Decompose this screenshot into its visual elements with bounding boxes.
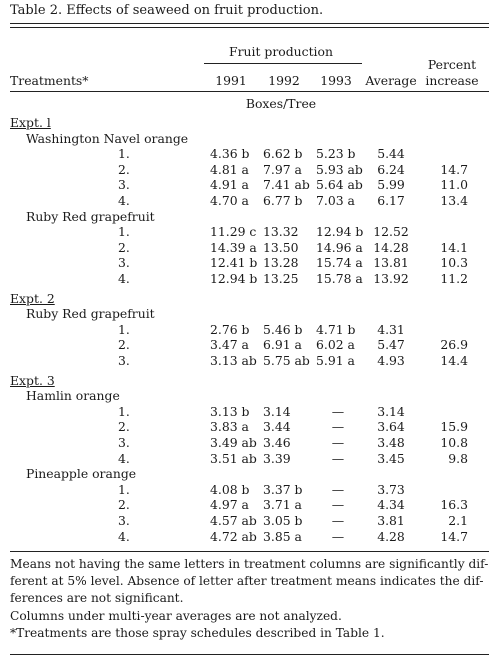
cell-1992: 6.77 b	[263, 193, 303, 208]
experiment-label: Expt. 3	[10, 372, 55, 388]
cell-percent-increase: 14.7	[440, 528, 468, 544]
experiment-label: Expt. 2	[10, 290, 55, 306]
cell-1993: 4.71 b	[316, 321, 356, 337]
cell-1992: 7.97 a	[263, 161, 302, 177]
cell-1991: 11.29 c	[210, 224, 257, 240]
treatment-number: 2.	[118, 161, 130, 177]
cell-1991: 4.72 ab	[210, 528, 257, 544]
cell-1992: 13.32	[263, 224, 299, 240]
cell-1993: 7.03 a	[316, 193, 355, 208]
treatment-number: 3.	[118, 435, 130, 450]
cell-1993: 14.96 a	[316, 239, 363, 255]
treatment-number: 4.	[118, 271, 130, 286]
cell-1993: 6.02 a	[316, 337, 355, 353]
cell-1992: 5.75 ab	[263, 353, 310, 368]
cell-1993: 12.94 b	[316, 224, 364, 240]
cell-1993: 5.64 ab	[316, 177, 363, 193]
cell-1993: —	[331, 513, 345, 528]
cell-1992: 6.91 a	[263, 337, 302, 353]
cell-1992: 3.39	[263, 450, 291, 466]
table-caption: Table 2. Effects of seaweed on fruit production.	[10, 3, 324, 18]
treatment-number: 3.	[118, 177, 130, 193]
cell-1993: —	[331, 419, 345, 435]
footnote-line: Columns under multi-year averages are not analyzed.	[10, 608, 342, 623]
cell-average: 3.45	[377, 450, 405, 466]
fruit-production-header: Fruit production	[229, 44, 333, 59]
cell-average: 12.52	[373, 224, 409, 240]
cell-1992: 6.62 b	[263, 146, 303, 162]
cell-percent-increase: 11.0	[440, 177, 468, 193]
cell-percent-increase: 14.4	[440, 353, 468, 368]
cell-1991: 3.47 a	[210, 337, 249, 353]
treatment-number: 1.	[118, 224, 130, 240]
cultivar-name: Pineapple orange	[26, 466, 137, 482]
end-rule	[10, 654, 489, 655]
cell-1991: 3.83 a	[210, 419, 249, 435]
bottom-rule	[10, 551, 489, 552]
treatment-number: 1.	[118, 403, 130, 419]
cell-1992: 3.85 a	[263, 528, 302, 544]
cell-1993: —	[331, 403, 345, 419]
cell-1993: 5.93 ab	[316, 161, 363, 177]
cell-1991: 4.91 a	[210, 177, 249, 193]
treatment-number: 1.	[118, 146, 130, 162]
cell-1991: 12.94 b	[210, 271, 258, 286]
cell-1992: 3.05 b	[263, 513, 303, 528]
cell-1992: 13.25	[263, 271, 299, 286]
average-header: Average	[365, 73, 417, 88]
cell-percent-increase: 16.3	[440, 497, 468, 513]
cell-percent-increase: 10.3	[440, 255, 468, 271]
cell-average: 14.28	[373, 239, 409, 255]
cultivar-name: Ruby Red grapefruit	[26, 208, 155, 224]
cultivar-name: Washington Navel orange	[26, 130, 189, 146]
cell-average: 6.24	[377, 161, 405, 177]
treatment-number: 4.	[118, 450, 130, 466]
cell-average: 5.99	[377, 177, 405, 193]
cell-1992: 13.28	[263, 255, 299, 271]
cell-1992: 3.46	[263, 435, 291, 450]
treatment-number: 4.	[118, 528, 130, 544]
year-1991-header: 1991	[215, 73, 247, 88]
cell-average: 6.17	[377, 193, 405, 208]
cell-1991: 4.97 a	[210, 497, 249, 513]
cell-average: 4.31	[377, 321, 405, 337]
footnote-line: ferent at 5% level. Absence of letter after treatment means indicates the dif-	[10, 574, 484, 589]
cell-1991: 4.81 a	[210, 161, 249, 177]
cell-percent-increase: 9.8	[448, 450, 468, 466]
cell-1991: 3.49 ab	[210, 435, 257, 450]
cell-1992: 7.41 ab	[263, 177, 310, 193]
cell-percent-increase: 14.7	[440, 161, 468, 177]
cell-average: 4.34	[377, 497, 405, 513]
cell-1992: 3.37 b	[263, 481, 303, 497]
cell-average: 3.64	[377, 419, 405, 435]
cell-1991: 4.36 b	[210, 146, 250, 162]
percent-header-line1: Percent	[427, 57, 477, 72]
treatment-number: 2.	[118, 419, 130, 435]
cell-1992: 3.71 a	[263, 497, 302, 513]
cell-1993: —	[331, 481, 345, 497]
treatment-number: 3.	[118, 513, 130, 528]
cell-1993: —	[331, 450, 345, 466]
cell-1992: 3.14	[263, 403, 291, 419]
cell-1991: 14.39 a	[210, 239, 257, 255]
cell-average: 3.14	[377, 403, 405, 419]
year-1992-header: 1992	[268, 73, 300, 88]
percent-header-line2: increase	[425, 73, 479, 88]
header-rule	[10, 91, 489, 92]
fruit-production-underline	[204, 63, 362, 64]
footnote-line: ferences are not significant.	[10, 591, 184, 606]
cell-average: 3.48	[377, 435, 405, 450]
cell-1991: 3.51 ab	[210, 450, 257, 466]
footnote-line: Means not having the same letters in treatment columns are significantly dif-	[10, 557, 489, 571]
cell-average: 5.47	[377, 337, 405, 353]
cell-1992: 13.50	[263, 239, 299, 255]
cell-1993: —	[331, 497, 345, 513]
treatment-number: 3.	[118, 255, 130, 271]
cell-percent-increase: 10.8	[440, 435, 468, 450]
treatment-number: 1.	[118, 321, 130, 337]
cell-percent-increase: 15.9	[440, 419, 468, 435]
cell-average: 5.44	[377, 146, 405, 162]
cell-1991: 3.13 ab	[210, 353, 257, 368]
treatment-number: 2.	[118, 239, 130, 255]
cell-1991: 12.41 b	[210, 255, 258, 271]
cell-1992: 3.44	[263, 419, 291, 435]
treatment-number: 1.	[118, 481, 130, 497]
treatment-number: 4.	[118, 193, 130, 208]
year-1993-header: 1993	[320, 73, 352, 88]
cell-1993: —	[331, 528, 345, 544]
cell-1991: 2.76 b	[210, 321, 250, 337]
cell-1993: —	[331, 435, 345, 450]
cell-1993: 15.74 a	[316, 255, 363, 271]
cell-percent-increase: 14.1	[440, 239, 468, 255]
treatments-header: Treatments*	[10, 73, 89, 88]
experiment-label: Expt. l	[10, 115, 51, 130]
cell-average: 3.81	[377, 513, 405, 528]
treatment-number: 2.	[118, 337, 130, 353]
cultivar-name: Hamlin orange	[26, 388, 120, 404]
cell-1993: 5.23 b	[316, 146, 356, 162]
cell-1991: 4.70 a	[210, 193, 249, 208]
cultivar-name: Ruby Red grapefruit	[26, 306, 155, 322]
cell-percent-increase: 2.1	[448, 513, 468, 528]
cell-1993: 15.78 a	[316, 271, 363, 286]
footnote-line: *Treatments are those spray schedules described in Table 1.	[10, 625, 385, 640]
cell-average: 13.92	[373, 271, 409, 286]
cell-average: 4.28	[377, 528, 405, 544]
cell-percent-increase: 13.4	[440, 193, 468, 208]
treatment-number: 2.	[118, 497, 130, 513]
cell-1993: 5.91 a	[316, 353, 355, 368]
cell-1991: 4.08 b	[210, 481, 250, 497]
top-rule	[10, 23, 489, 24]
cell-average: 13.81	[373, 255, 409, 271]
top-rule-double	[10, 27, 489, 28]
cell-average: 3.73	[377, 481, 405, 497]
cell-average: 4.93	[377, 353, 405, 368]
cell-1991: 4.57 ab	[210, 513, 257, 528]
cell-percent-increase: 26.9	[440, 337, 468, 353]
cell-1992: 5.46 b	[263, 321, 303, 337]
cell-percent-increase: 11.2	[440, 271, 468, 286]
treatment-number: 3.	[118, 353, 130, 368]
cell-1991: 3.13 b	[210, 403, 250, 419]
units-label: Boxes/Tree	[245, 96, 317, 111]
